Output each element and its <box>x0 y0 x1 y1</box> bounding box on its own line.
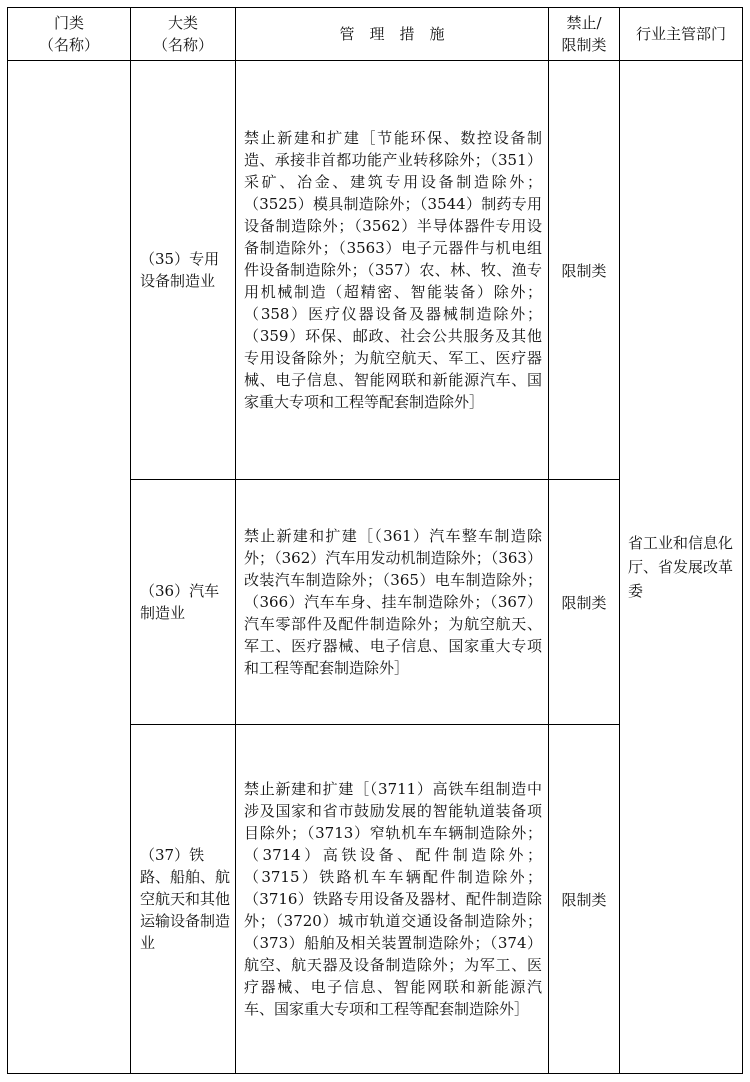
category-cell: （36）汽车制造业 <box>131 480 236 725</box>
category-cell: （35）专用设备制造业 <box>131 61 236 480</box>
regulation-table <box>7 7 743 1074</box>
table-row <box>8 61 743 480</box>
header-row <box>8 8 743 61</box>
header-type <box>549 8 620 61</box>
header-category-sub: （名称） <box>38 36 99 54</box>
header-measures <box>236 8 549 61</box>
header-type-sub: 限制类 <box>561 36 607 54</box>
measure-cell: 禁止新建和扩建［（3711）高铁车组制造中涉及国家和省市鼓励发展的智能轨道装备项目除外；（3713）窄轨机车车辆制造除外；（3714）高铁设备、配件制造除外；（3715）铁路机车车辆配件制造除外；（3716）铁路专用设备及器材、配件制造除外；（3720）城市轨道交通设备制造除外；（373）船舶及相关装置制造除外；（374）航空、航天器及设备制造除外；为军工、医疗器械、电子信息、智能网联和新能源汽车、国家重大专项和工程等配套制造除外］ <box>236 725 549 1074</box>
measure-cell: 禁止新建和扩建［（361）汽车整车制造除外；（362）汽车用发动机制造除外；（363）改装汽车制造除外；（365）电车制造除外；（366）汽车车身、挂车制造除外；（367）汽车零部件及配件制造除外；为航空航天、军工、医疗器械、电子信息、国家重大专项和工程等配套制造除外］ <box>236 480 549 725</box>
header-category <box>8 8 131 61</box>
header-department-label: 行业主管部门 <box>635 25 726 43</box>
type-cell: 限制类 <box>549 61 620 480</box>
type-cell: 限制类 <box>549 480 620 725</box>
header-subcategory <box>131 8 236 61</box>
header-subcategory-sub: （名称） <box>152 36 213 54</box>
door-category-cell <box>8 61 131 1074</box>
header-category-label: 门类 <box>53 14 84 32</box>
department-cell: 省工业和信息化厅、省发展改革委 <box>620 61 743 1074</box>
header-measures-label: 管 理 措 施 <box>339 25 445 43</box>
header-type-label: 禁止/ <box>566 14 602 32</box>
header-subcategory-label: 大类 <box>167 14 198 32</box>
category-cell: （37）铁路、船舶、航空航天和其他运输设备制造业 <box>131 725 236 1074</box>
type-cell: 限制类 <box>549 725 620 1074</box>
header-department <box>620 8 743 61</box>
measure-cell: 禁止新建和扩建［节能环保、数控设备制造、承接非首都功能产业转移除外；（351）采矿、冶金、建筑专用设备制造除外；（3525）模具制造除外；（3544）制药专用设备制造除外；（3562）半导体器件专用设备制造除外；（3563）电子元器件与机电组件设备制造除外；（357）农、林、牧、渔专用机械制造（超精密、智能装备）除外；（358）医疗仪器设备及器械制造除外；（359）环保、邮政、社会公共服务及其他专用设备除外；为航空航天、军工、医疗器械、电子信息、智能网联和新能源汽车、国家重大专项和工程等配套制造除外］ <box>236 61 549 480</box>
